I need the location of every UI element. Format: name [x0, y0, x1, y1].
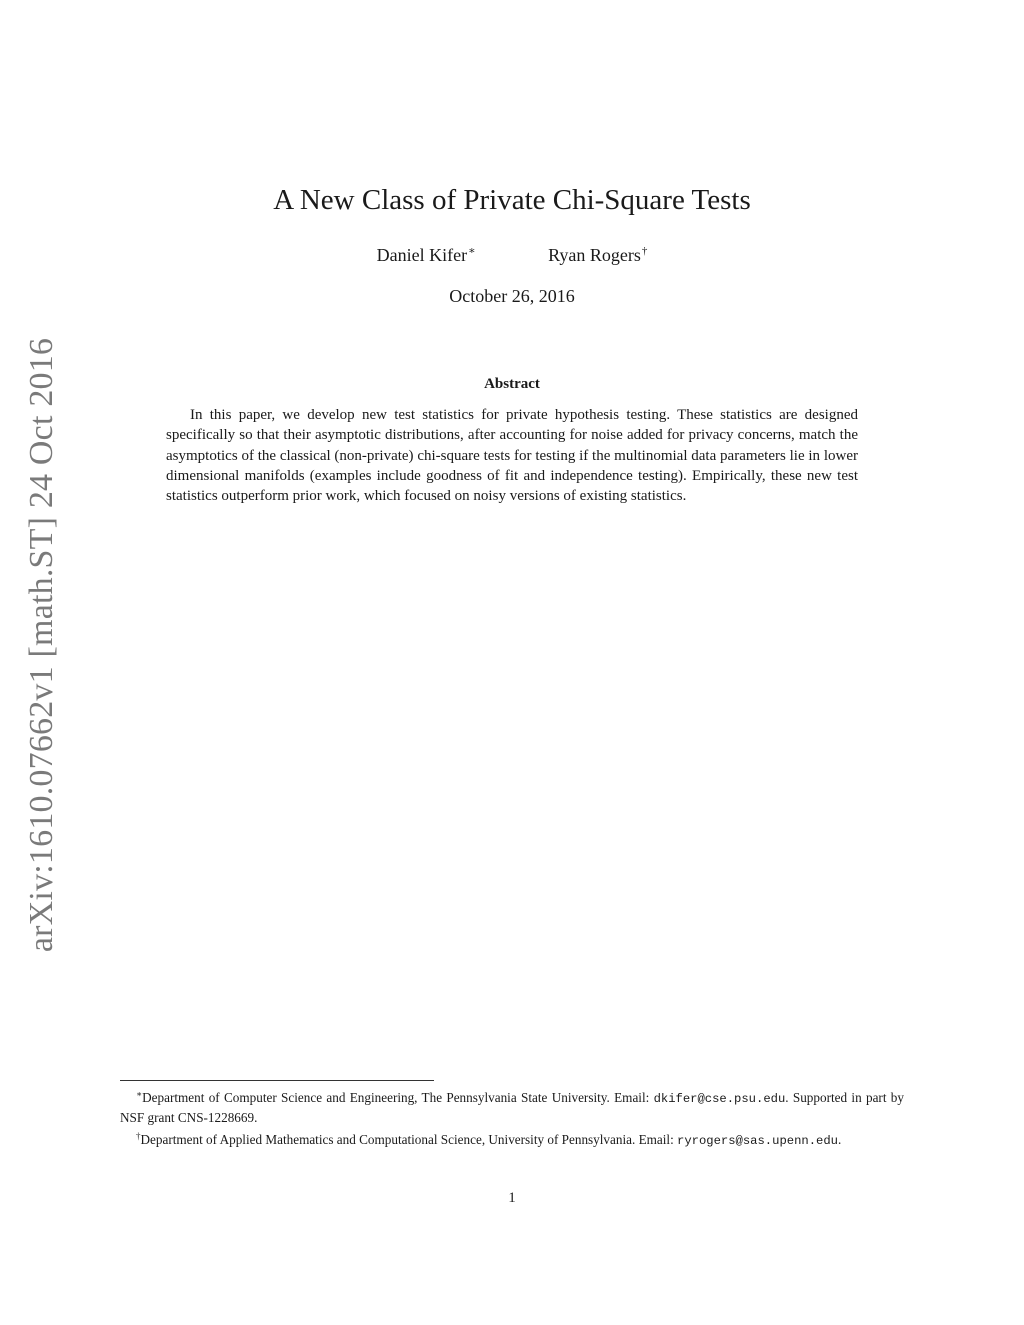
- footnote-1: [120, 1085, 904, 1127]
- author-1-name: Daniel Kifer: [376, 245, 468, 265]
- page-number: 1: [508, 1190, 516, 1206]
- paper-title: A New Class of Private Chi-Square Tests: [273, 184, 751, 216]
- author-list: [0, 244, 1024, 266]
- author-2: [548, 245, 647, 266]
- footnote-2-mark: †: [136, 1131, 141, 1141]
- footnote-1-mark: ∗: [136, 1089, 143, 1099]
- author-1: [377, 244, 476, 266]
- footnote-1-funding: . Supported in part by NSF grant CNS-1228669.: [120, 1090, 904, 1125]
- footnotes: [120, 1085, 904, 1151]
- footnote-rule: [120, 1080, 434, 1081]
- author-2-footnote-mark: †: [641, 245, 648, 257]
- footnote-1-email: dkifer@cse.psu.edu: [653, 1092, 786, 1106]
- author-1-footnote-mark: ∗: [468, 245, 476, 257]
- footnote-1-affiliation: Department of Computer Science and Engineering, The Pennsylvania State University. Email:: [142, 1090, 654, 1105]
- arxiv-identifier-stamp: arXiv:1610.07662v1 [math.ST] 24 Oct 2016: [23, 337, 60, 953]
- footnote-2-end: .: [837, 1132, 842, 1147]
- author-2-name: Ryan Rogers: [548, 245, 641, 265]
- footnote-2-affiliation: Department of Applied Mathematics and Computational Science, University of Pennsylvania. Email:: [140, 1132, 678, 1147]
- abstract-body: In this paper, we develop new test statistics for private hypothesis testing. These statistics are designed specifically so that their asymptotic distributions, after accounting for noise added for privacy concerns, match the asymptotics of the classical (non-private) chi-square tests for testing if the multinomial data parameters lie in lower dimensional manifolds (examples include goodness of fit and independence testing). Empirically, these new test statistics outperform prior work, which focused on noisy versions of existing statistics.: [166, 407, 858, 505]
- abstract-heading: Abstract: [484, 376, 540, 392]
- paper-date: October 26, 2016: [449, 286, 575, 306]
- footnote-2: [120, 1127, 904, 1151]
- footnote-2-email: ryrogers@sas.upenn.edu: [677, 1134, 838, 1148]
